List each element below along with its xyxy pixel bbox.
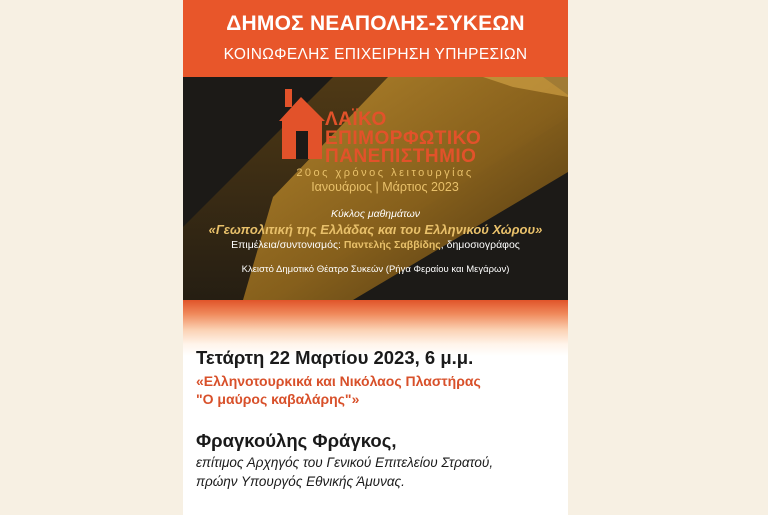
venue-info: Κλειστό Δημοτικό Θέατρο Συκεών (Ρήγα Φεραίου και Μεγάρων) (241, 264, 510, 275)
logo-text-line-3: ΠΑΝΕΠΙΣΤΗΜΙΟ (325, 146, 477, 167)
program-period: Ιανουάριος | Μάρτιος 2023 (311, 180, 459, 194)
organization-subtitle: ΚΟΙΝΩΦΕΛΗΣ ΕΠΙΧΕΙΡΗΣΗ ΥΠΗΡΕΣΙΩΝ (223, 46, 528, 63)
curator-name: Παντελής Σαββίδης (343, 239, 441, 251)
page-background-right (568, 0, 768, 515)
event-poster (183, 0, 568, 515)
poster-header (183, 0, 568, 77)
house-logo-icon (279, 89, 325, 159)
speaker-role-line-2: πρώην Υπουργός Εθνικής Άμυνας. (196, 474, 405, 489)
curator-role: , δημοσιογράφος (440, 239, 520, 251)
course-title: «Γεωπολιτική της Ελλάδας και του Ελληνικού Χώρου» (208, 222, 543, 237)
talk-title-line-1: «Ελληνοτουρκικά και Νικόλαος Πλαστήρας (196, 373, 481, 389)
poster-dark-panel (183, 77, 568, 300)
talk-title-line-2: "Ο μαύρος καβαλάρης"» (196, 391, 360, 407)
page-background-left (0, 0, 183, 515)
speaker-name: Φραγκούλης Φράγκος, (196, 430, 397, 451)
course-cycle-label: Κύκλος μαθημάτων (330, 208, 421, 220)
curator-label: Επιμέλεια/συντονισμός: (231, 239, 341, 251)
event-details-panel (183, 300, 568, 515)
logo-text-line-2: ΕΠΙΜΟΡΦΩΤΙΚΟ (325, 128, 482, 149)
years-of-operation: 20ος χρόνος λειτουργίας (296, 167, 474, 179)
municipality-title: ΔΗΜΟΣ ΝΕΑΠΟΛΗΣ-ΣΥΚΕΩΝ (226, 12, 525, 35)
logo-text-line-1: ΛΑΪΚΟ (325, 109, 387, 130)
event-date: Τετάρτη 22 Μαρτίου 2023, 6 μ.μ. (196, 347, 474, 368)
curator-line (183, 239, 568, 251)
speaker-role-line-1: επίτιμος Αρχηγός του Γενικού Επιτελείου Στρατού, (196, 455, 494, 470)
